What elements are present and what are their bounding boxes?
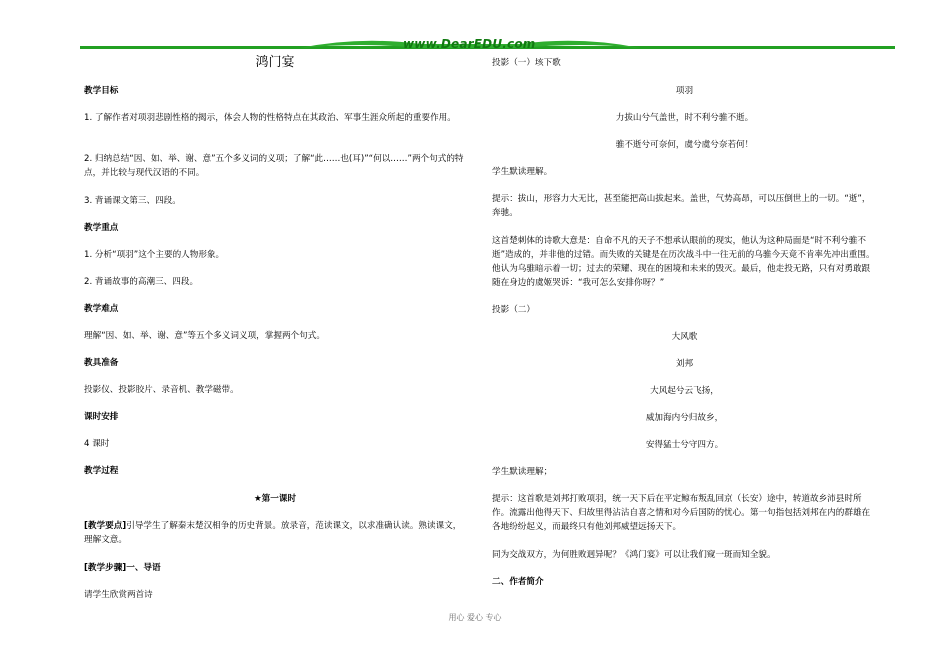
author-heading: 二、作者简介: [492, 577, 544, 587]
steps-label: [教学步骤]: [84, 563, 127, 573]
poem-author: 刘邦: [675, 359, 694, 369]
hint-paragraph: 提示：拔山，形容力大无比，甚至能把高山拔起来。盖世，气势高昂，可以压倒世上的一切。“逝”，奔驰。: [492, 194, 871, 218]
poem-author: 项羽: [675, 86, 694, 96]
process-heading: 教学过程: [84, 466, 119, 476]
projection-heading: 投影（一）垓下歌: [492, 58, 561, 68]
poem-line: 安得猛士兮守四方。: [645, 440, 724, 450]
goal-item: 1. 了解作者对项羽悲剧性格的揭示，体会人物的性格特点在其政治、军事生涯众所起的重要作用。: [84, 113, 456, 123]
tools-heading: 教具准备: [84, 358, 119, 368]
goal-item: 3. 背诵课文第三、四段。: [84, 196, 181, 206]
steps-heading: [84, 561, 466, 575]
steps-text: 一、导语: [126, 563, 161, 573]
poem-line: 骓不逝兮可奈何，虞兮虞兮奈若何！: [615, 140, 754, 150]
tools-item: 投影仪、投影胶片、录音机、教学磁带。: [84, 385, 239, 395]
page-footer: 用心 爱心 专心: [448, 613, 502, 622]
compare-paragraph: 同为交战双方，为何胜败迥异呢？《鸿门宴》可以让我们窥一斑而知全貌。: [492, 550, 776, 560]
difficulty-item: 理解“因、如、举、谢、意”等五个多义词义项，掌握两个句式。: [84, 331, 325, 341]
lesson-heading: ★第一课时: [253, 494, 297, 504]
difficulty-heading: 教学难点: [84, 304, 119, 314]
focus-item: 2. 背诵故事的高潮三、四段。: [84, 277, 199, 287]
key-label: [教学要点]: [84, 521, 127, 531]
site-url[interactable]: www.DearEDU.com: [403, 37, 536, 51]
poem-line: 大风起兮云飞扬，: [650, 386, 719, 396]
schedule-heading: 课时安排: [84, 412, 119, 422]
poem-line: 威加海内兮归故乡，: [645, 413, 724, 423]
explain-paragraph: 这首楚刺体的诗歌大意是：自命不凡的天子不想承认眼前的现实，他认为这种局面是“时不利兮骓不逝”造成的，并非他的过错。而失败的关键是在历次战斗中一往无前的乌骓今天竟不肯率先冲出重围。他认为乌骓暗示着一切；过去的荣耀、现在的困境和未来的毁灭。最后，他走投无路，只有对勇敢跟随在身边的虞姬哭诉：“我可怎么安排你呀？”: [492, 236, 875, 288]
focus-item: 1. 分析“项羽”这个主要的人物形象。: [84, 250, 225, 260]
schedule-item: 4 课时: [84, 439, 110, 449]
projection-heading: 投影（二）: [492, 305, 535, 315]
reading-note: 学生默读理解。: [492, 167, 553, 177]
poem-title: 大风歌: [671, 332, 698, 342]
focus-heading: 教学重点: [84, 223, 119, 233]
key-text: 引导学生了解秦末楚汉相争的历史背景。放录音，范读课文，以求准确认读。熟读课文，理解文意。: [84, 521, 462, 545]
page-title: 鸿门宴: [255, 55, 295, 70]
steps-line: 请学生欣赏两首诗: [84, 590, 153, 600]
key-points: [84, 519, 466, 547]
goal-item: 2. 归纳总结“因、如、举、谢、意”五个多义词的义项；了解“此……也(耳)”“何以……”两个句式的特点，并比较与现代汉语的不同。: [84, 154, 464, 178]
reading-note: 学生默读理解；: [492, 467, 553, 477]
hint-paragraph: 提示：这首歌是刘邦打败项羽，统一天下后在平定鲸布叛乱回京（长安）途中，转道故乡沛县时所作。流露出他得天下、归故里得沾沾自喜之情和对今后国防的忧心。第一句指包括刘邦在内的群雄在各地纷纷起义，而最终只有他刘邦威望远扬天下。: [492, 494, 871, 532]
poem-line: 力拔山兮气盖世，时不利兮骓不逝。: [615, 113, 754, 123]
goals-heading: 教学目标: [84, 86, 119, 96]
